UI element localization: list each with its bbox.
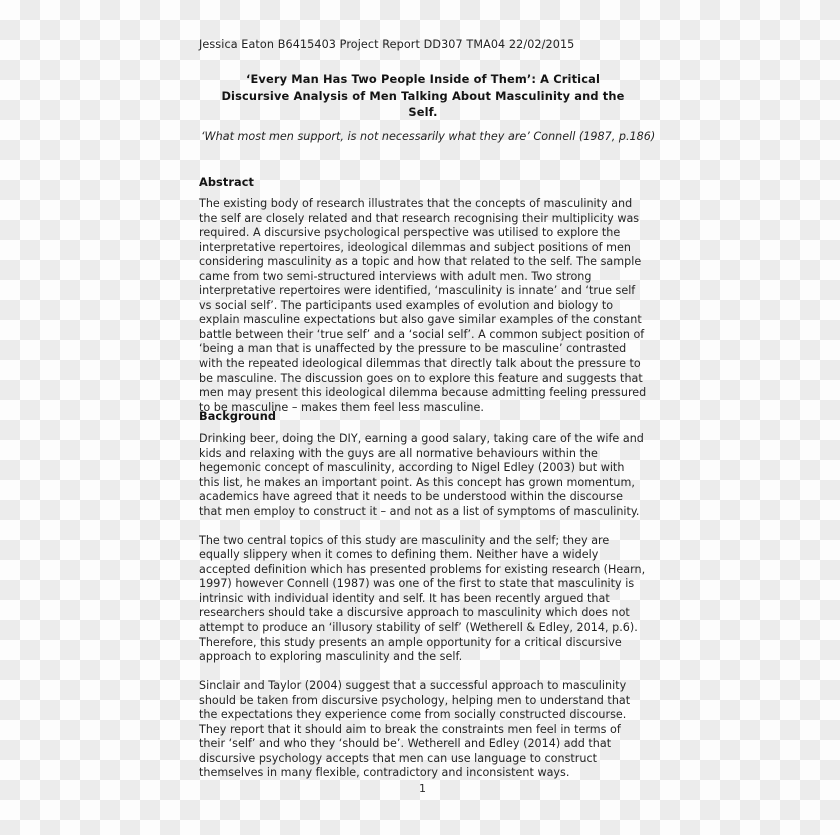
paragraph: Sinclair and Taylor (2004) suggest that a successful approach to masculinity should be taken from discursive psychology, helping men to understand that the expectations they experience come from socially constructed discourse. They report that it should aim to break the constraints men feel in terms of their ‘self’ and who they ‘should be’. Wetherell and Edley (2014) add that discursive psychology accepts that men can use language to construct themselves in many flexible, contradictory and inconsistent ways. bbox=[199, 678, 631, 780]
section-body-abstract bbox=[199, 197, 648, 415]
paragraph: Drinking beer, doing the DIY, earning a good salary, taking care of the wife and kids and relaxing with the guys are all normative behaviours within the hegemonic concept of masculinity, according to Nigel Edley (2003) but with this list, he makes an important point. As this concept has grown momentum, academics have agreed that it needs to be understood within the discourse that men employ to construct it – and not as a list of symptoms of masculinity. bbox=[199, 432, 644, 518]
section-heading-background: Background bbox=[199, 410, 277, 423]
paper-sheet bbox=[199, 0, 656, 835]
section-heading-abstract: Abstract bbox=[199, 176, 255, 189]
paragraph: The two central topics of this study are masculinity and the self; they are equally slippery when it comes to defining them. Neither have a widely accepted definition which has presented problems for existing research (Hearn, 1997) however Connell (1987) was one of the first to state that masculinity is intrinsic with individual identity and self. It has been recently argued that researchers should take a discursive approach to masculinity which does not attempt to produce an ‘illusory stability of self’ (Wetherell & Edley, 2014, p.6). Therefore, this study presents an ample opportunity for a critical discursive approach to exploring masculinity and the self. bbox=[199, 533, 646, 664]
epigraph-quote: ‘What most men support, is not necessarily what they are’ Connell (1987, p.186) bbox=[201, 130, 656, 143]
document-header-line: Jessica Eaton B6415403 Project Report DD307 TMA04 22/02/2015 bbox=[199, 38, 575, 51]
page-number: 1 bbox=[419, 782, 426, 795]
section-body-background bbox=[199, 432, 648, 781]
page-title: ‘Every Man Has Two People Inside of Them’: A Critical Discursive Analysis of Men Talking About Masculinity and the Self. bbox=[221, 72, 625, 119]
paragraph: The existing body of research illustrates that the concepts of masculinity and the self are closely related and that research recognising their multiplicity was required. A discursive psychological perspective was utilised to explore the interpretative repertoires, ideological dilemmas and subject positions of men considering masculinity as a topic and how that related to the self. The sample came from two semi-structured interviews with adult men. Two strong interpretative repertoires were identified, ‘masculinity is innate’ and ‘true self vs social self’. The participants used examples of evolution and biology to explain masculine expectations but also gave similar examples of the constant battle between their ‘true self’ and a ‘social self’. A common subject position of ‘being a man that is unaffected by the pressure to be masculine’ contrasted with the repeated ideological dilemmas that directly talk about the pressure to be masculine. The discussion goes on to explore this feature and suggests that men may present this ideological dilemma because admitting feeling pressured to be masculine – makes them feel less masculine. bbox=[199, 197, 647, 414]
